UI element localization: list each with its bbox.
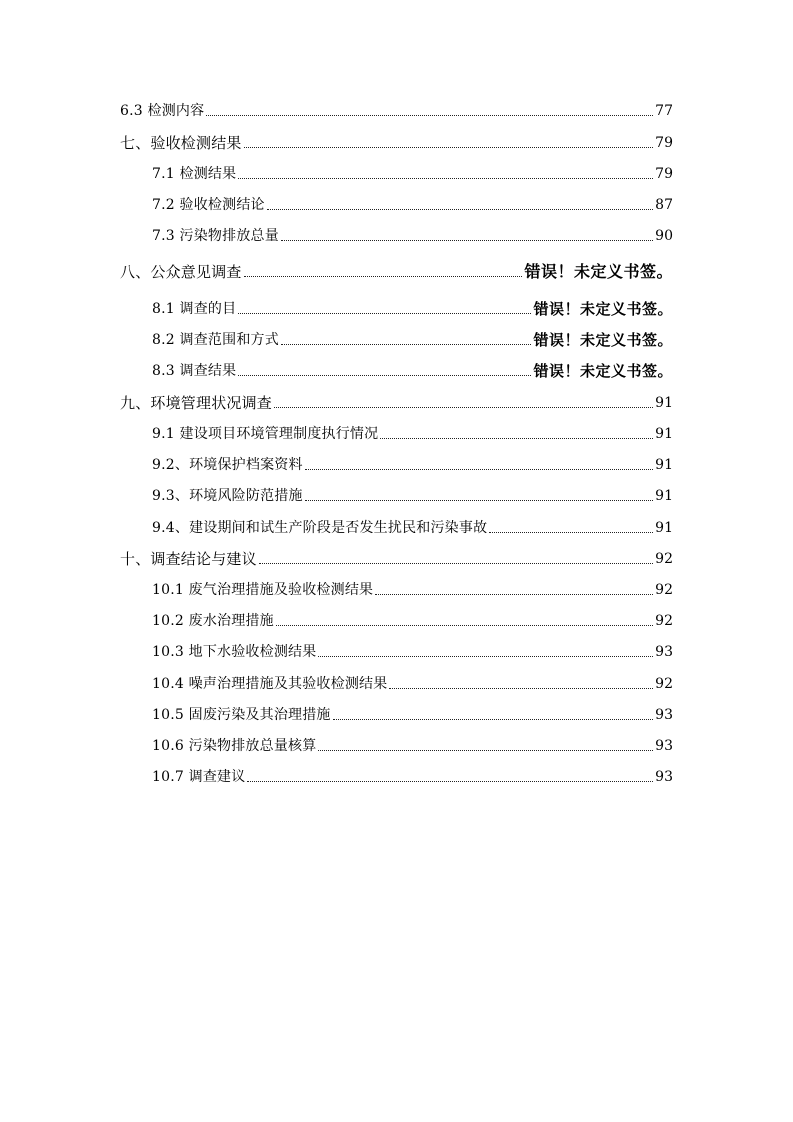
dot-leader: [244, 276, 523, 277]
toc-entry-label: 7.2 验收检测结论: [152, 197, 265, 213]
dot-leader: [305, 469, 654, 470]
toc-entry-label: 10.1 废气治理措施及验收检测结果: [152, 582, 374, 598]
toc-page-number: 93: [655, 707, 673, 723]
toc-page-number: 87: [655, 197, 673, 213]
toc-chapter-10[interactable]: [120, 546, 673, 568]
toc-page-number: 90: [655, 228, 673, 244]
toc-entry-label: 8.2 调查范围和方式: [152, 332, 279, 348]
toc-entry-label: 9.1 建设项目环境管理制度执行情况: [152, 426, 379, 442]
dot-leader: [247, 781, 653, 782]
toc-page-number: 93: [655, 738, 673, 754]
toc-entry-10-4[interactable]: [152, 671, 673, 693]
toc-entry-label: 10.2 废水治理措施: [152, 613, 274, 629]
toc-page-number: 77: [655, 103, 673, 119]
toc-chapter-7[interactable]: [120, 130, 673, 152]
toc-page-number: 92: [655, 613, 673, 629]
toc-chapter-label: 九、环境管理状况调查: [120, 394, 273, 412]
toc-entry-label: 9.3、环境风险防范措施: [152, 488, 303, 504]
dot-leader: [267, 209, 653, 210]
toc-entry-label: 9.4、建设期间和试生产阶段是否发生扰民和污染事故: [152, 520, 488, 536]
toc-entry-label: 10.4 噪声治理措施及其验收检测结果: [152, 676, 388, 692]
toc-page-number: 79: [655, 135, 673, 151]
toc-entry-label: 10.3 地下水验收检测结果: [152, 644, 317, 660]
toc-entry-9-2[interactable]: [152, 452, 673, 474]
toc-entry-label: 10.5 固废污染及其治理措施: [152, 707, 331, 723]
toc-chapter-8[interactable]: [120, 259, 673, 281]
toc-entry-label: 7.1 检测结果: [152, 166, 237, 182]
dot-leader: [389, 688, 653, 689]
toc-entry-10-1[interactable]: [152, 577, 673, 599]
toc-entry-label: 7.3 污染物排放总量: [152, 228, 279, 244]
dot-leader: [238, 313, 531, 314]
toc-entry-10-3[interactable]: [152, 639, 673, 661]
toc-chapter-label: 十、调查结论与建议: [120, 550, 257, 568]
toc-page-number: 91: [655, 488, 673, 504]
toc-entry-7-2[interactable]: [152, 192, 673, 214]
toc-chapter-label: 七、验收检测结果: [120, 134, 242, 152]
toc-entry-9-3[interactable]: [152, 483, 673, 505]
toc-entry-8-3[interactable]: [152, 358, 673, 380]
bookmark-error-text: 错误！未定义书签。: [533, 300, 673, 318]
toc-entry-label: 10.6 污染物排放总量核算: [152, 738, 317, 754]
dot-leader: [318, 656, 653, 657]
toc-entry-label: 10.7 调查建议: [152, 769, 246, 785]
toc-entry-6-3[interactable]: [120, 98, 673, 120]
dot-leader: [281, 344, 532, 345]
toc-page-number: 91: [655, 520, 673, 536]
toc-entry-label: 9.2、环境保护档案资料: [152, 457, 303, 473]
toc-page-number: 92: [655, 551, 673, 567]
dot-leader: [276, 625, 653, 626]
dot-leader: [238, 375, 531, 376]
toc-page-number: 92: [655, 676, 673, 692]
toc-entry-label: 8.3 调查结果: [152, 363, 237, 379]
dot-leader: [375, 594, 653, 595]
toc-entry-label: 6.3 检测内容: [120, 103, 205, 119]
toc-page-number: 79: [655, 166, 673, 182]
toc-page-number: 93: [655, 644, 673, 660]
dot-leader: [380, 438, 653, 439]
bookmark-error-text: 错误！未定义书签。: [524, 262, 673, 281]
toc-page-number: 91: [655, 395, 673, 411]
dot-leader: [281, 240, 653, 241]
toc-page-number: 91: [655, 457, 673, 473]
toc-chapter-9[interactable]: [120, 390, 673, 412]
toc-entry-8-2[interactable]: [152, 327, 673, 349]
bookmark-error-text: 错误！未定义书签。: [533, 331, 673, 349]
dot-leader: [318, 750, 653, 751]
dot-leader: [238, 178, 653, 179]
dot-leader: [206, 115, 653, 116]
dot-leader: [333, 719, 654, 720]
dot-leader: [489, 532, 653, 533]
toc-entry-8-1[interactable]: [152, 296, 673, 318]
toc-entry-7-3[interactable]: [152, 223, 673, 245]
toc-entry-9-1[interactable]: [152, 421, 673, 443]
toc-entry-9-4[interactable]: [152, 515, 673, 537]
toc-entry-10-5[interactable]: [152, 702, 673, 724]
bookmark-error-text: 错误！未定义书签。: [533, 362, 673, 380]
toc-entry-label: 8.1 调查的目: [152, 301, 237, 317]
dot-leader: [305, 500, 654, 501]
toc-page-number: 91: [655, 426, 673, 442]
toc-page-number: 92: [655, 582, 673, 598]
toc-entry-10-7[interactable]: [152, 764, 673, 786]
dot-leader: [259, 563, 653, 564]
dot-leader: [244, 147, 654, 148]
toc-entry-10-6[interactable]: [152, 733, 673, 755]
toc-entry-10-2[interactable]: [152, 608, 673, 630]
toc-chapter-label: 八、公众意见调查: [120, 263, 242, 281]
toc-page-number: 93: [655, 769, 673, 785]
toc-entry-7-1[interactable]: [152, 161, 673, 183]
dot-leader: [274, 407, 653, 408]
